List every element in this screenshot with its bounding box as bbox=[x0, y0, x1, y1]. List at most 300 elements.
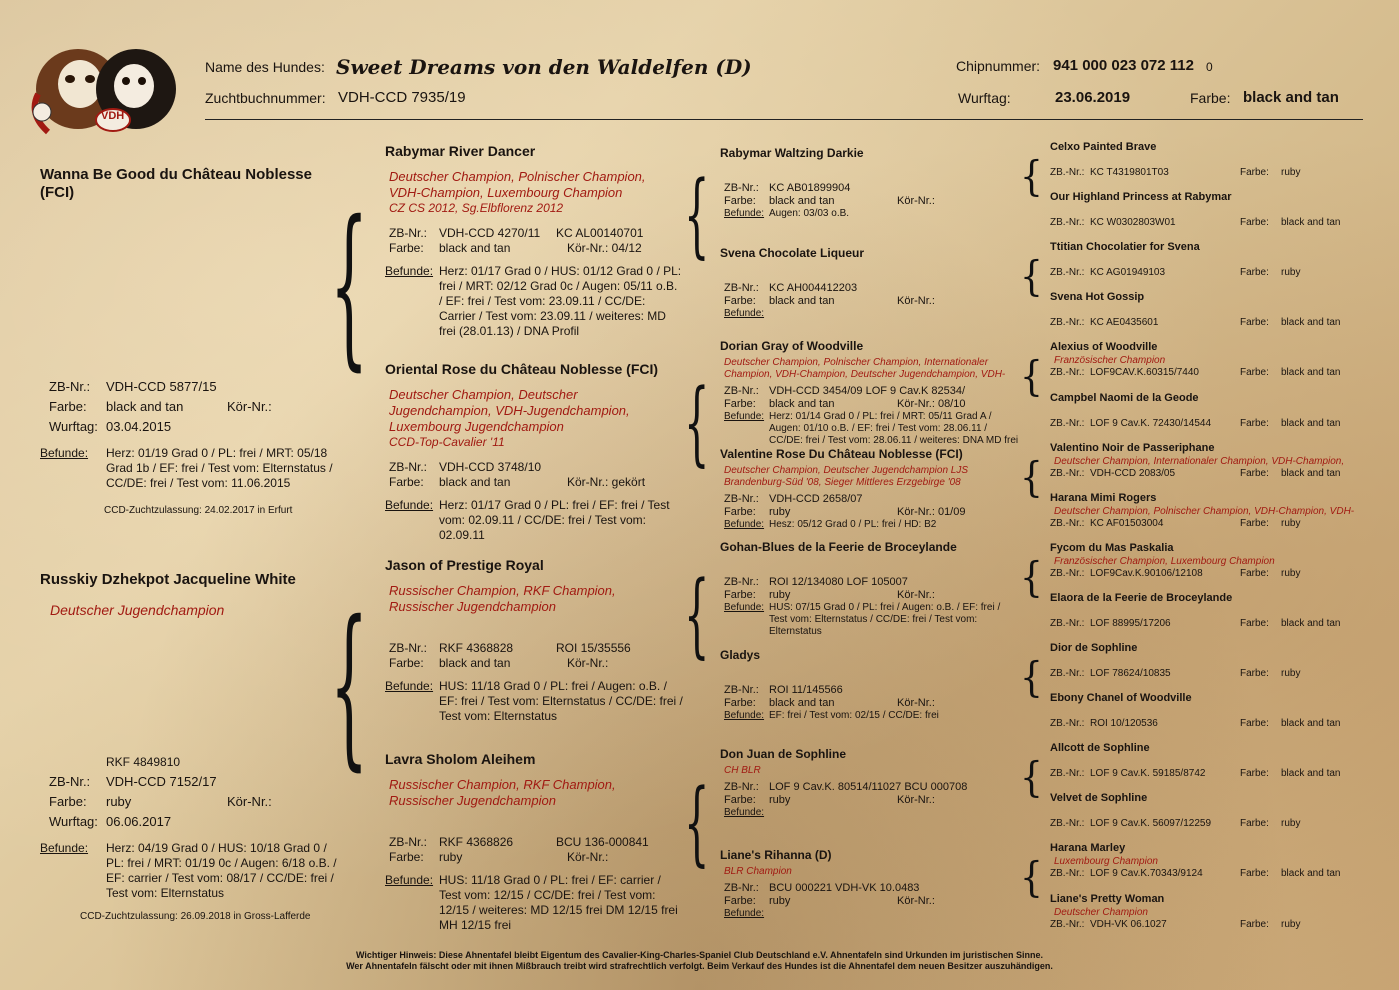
g4-ancestor-zb: LOF 9 Cav.K. 72430/14544 bbox=[1090, 417, 1212, 429]
great-grandparent-block bbox=[720, 146, 1020, 220]
farbe-row bbox=[724, 589, 1020, 602]
g4-ancestor-block bbox=[1050, 692, 1360, 730]
zb-row bbox=[389, 226, 685, 241]
g4-row bbox=[1050, 468, 1360, 480]
great-grandparent-befunde bbox=[769, 908, 1019, 920]
label: Kör-Nr.: bbox=[227, 399, 272, 414]
grandparent-befunde: Herz: 01/17 Grad 0 / PL: frei / EF: frei / Test vom: 02.09.11 / CC/DE: frei / Test vom: 02.09.11 bbox=[439, 498, 670, 542]
brace-icon: { bbox=[684, 771, 710, 877]
great-grandparent-name: Svena Chocolate Liqueur bbox=[720, 246, 865, 260]
birthdate: 23.06.2019 bbox=[1055, 89, 1131, 106]
label: ZB-Nr.: bbox=[49, 379, 91, 394]
dam-block bbox=[40, 571, 340, 618]
befunde-row bbox=[385, 264, 685, 339]
great-grandparent-name: Gladys bbox=[720, 648, 761, 662]
g4-ancestor-block bbox=[1050, 191, 1360, 229]
g4-ancestor-zb: LOF 9 Cav.K. 56097/12259 bbox=[1090, 818, 1212, 830]
label: ZB.-Nr.: bbox=[1050, 417, 1085, 429]
grandparent-befunde: HUS: 11/18 Grad 0 / PL: frei / EF: carrier / Test vom: 12/15 / CC/DE: frei / Test vom: 12/15 / weiteres: MD 12/15 frei DM 12/15 frei MH 12/15 frei bbox=[439, 873, 678, 932]
g4-ancestor-titles: Deutscher Champion, Polnischer Champion, VDH-Champion, VDH- bbox=[1054, 505, 1354, 517]
g4-row bbox=[1050, 217, 1360, 229]
label: Farbe: bbox=[1240, 718, 1269, 730]
label: Befunde: bbox=[724, 411, 765, 422]
g4-ancestor-zb: VDH-CCD 2083/05 bbox=[1090, 467, 1176, 479]
label: ZB-Nr.: bbox=[389, 460, 427, 474]
great-grandparent-befunde: EF: frei / Test vom: 02/15 / CC/DE: frei bbox=[769, 710, 939, 721]
g4-ancestor-block bbox=[1050, 392, 1360, 430]
g4-row bbox=[1050, 267, 1360, 279]
label: Farbe: bbox=[724, 794, 756, 806]
label: Befunde: bbox=[724, 908, 765, 919]
g4-ancestor-block bbox=[1050, 291, 1360, 329]
label: ZB.-Nr.: bbox=[1050, 517, 1085, 529]
grandparent-zb: VDH-CCD 3748/10 bbox=[439, 460, 542, 474]
g4-ancestor-zb: ROI 10/120536 bbox=[1090, 718, 1158, 730]
label: Farbe: bbox=[1240, 567, 1269, 579]
label: Farbe: bbox=[389, 241, 424, 255]
label: Farbe: bbox=[1240, 167, 1269, 178]
sire-befunde-text: Herz: 01/19 Grad 0 / PL: frei / MRT: 05/18 Grad 1b / EF: frei / Test vom: Elternstatus / CC/DE: frei / Test vom: 11.06.2015 bbox=[106, 446, 333, 490]
g4-ancestor-farbe: ruby bbox=[1281, 918, 1301, 930]
grandparent-titles: Deutscher Champion, Polnischer Champion, VDH-Champion, Luxembourg Champion bbox=[389, 169, 646, 200]
great-grandparent-farbe: black and tan bbox=[769, 398, 835, 410]
g4-row bbox=[1050, 768, 1360, 780]
g4-ancestor-farbe: ruby bbox=[1281, 668, 1301, 679]
sire-wurftag: 03.04.2015 bbox=[106, 419, 172, 434]
dam-farbe: ruby bbox=[106, 794, 132, 809]
g4-ancestor-block bbox=[1050, 542, 1360, 580]
befunde-row bbox=[724, 208, 1020, 220]
great-grandparent-name: Rabymar Waltzing Darkie bbox=[720, 146, 864, 160]
zb-row bbox=[724, 493, 1020, 506]
befunde-row bbox=[385, 498, 685, 543]
grandparent-koer: Kör-Nr.: 04/12 bbox=[567, 241, 642, 255]
great-grandparent-zb: ROI 11/145566 bbox=[769, 684, 843, 696]
great-grandparent-name: Liane's Rihanna (D) bbox=[720, 848, 832, 862]
brace-icon: { bbox=[330, 585, 369, 789]
label: ZB-Nr.: bbox=[724, 493, 759, 505]
great-grandparent-name: Dorian Gray of Woodville bbox=[720, 339, 864, 353]
great-grandparent-koer: Kör-Nr.: 08/10 bbox=[897, 398, 966, 410]
g4-row bbox=[1050, 618, 1360, 630]
dog-name-label: Name des Hundes: bbox=[205, 59, 325, 75]
great-grandparent-zb: BCU 000221 VDH-VK 10.0483 bbox=[769, 882, 920, 894]
grandparent-titles-extra: CZ CS 2012, Sg.Elbflorenz 2012 bbox=[389, 201, 564, 215]
dam-titles: Deutscher Jugendchampion bbox=[50, 602, 225, 618]
farbe-row bbox=[389, 656, 685, 671]
label: Farbe: bbox=[1240, 417, 1269, 429]
great-grandparent-block bbox=[720, 848, 1020, 920]
sire-name: Wanna Be Good du Château Noblesse (FCI) bbox=[40, 166, 312, 201]
zb-row bbox=[724, 576, 1020, 589]
grandparent-farbe: black and tan bbox=[439, 475, 511, 489]
sire-zb: VDH-CCD 5877/15 bbox=[106, 379, 217, 394]
grandparent-koer: Kör-Nr.: bbox=[567, 850, 609, 864]
great-grandparent-befunde bbox=[769, 807, 1019, 819]
g4-ancestor-name: Valentino Noir de Passeriphane bbox=[1050, 441, 1215, 454]
label: ZB.-Nr.: bbox=[1050, 818, 1085, 830]
g4-ancestor-farbe: black and tan bbox=[1281, 317, 1341, 329]
g4-ancestor-farbe: ruby bbox=[1281, 567, 1301, 579]
grandparent-farbe: ruby bbox=[439, 850, 463, 864]
befunde-row bbox=[724, 602, 1020, 638]
label: Farbe: bbox=[49, 794, 87, 809]
label: ZB-Nr.: bbox=[724, 882, 759, 894]
great-grandparent-farbe: black and tan bbox=[769, 295, 835, 307]
farbe-row bbox=[724, 195, 1020, 208]
grandparent-details bbox=[385, 641, 685, 671]
great-grandparent-details bbox=[720, 493, 1020, 531]
g4-ancestor-block bbox=[1050, 742, 1360, 780]
zb-row bbox=[389, 835, 685, 850]
g4-ancestor-zb: LOF9Cav.K.90106/12108 bbox=[1090, 567, 1203, 579]
g4-ancestor-name: Harana Mimi Rogers bbox=[1050, 491, 1157, 504]
footer-notice bbox=[0, 950, 1399, 972]
label: Befunde: bbox=[724, 710, 765, 721]
great-grandparent-befunde bbox=[769, 308, 1019, 320]
grandparent-zb: VDH-CCD 4270/11 bbox=[439, 226, 541, 240]
great-grandparent-farbe: ruby bbox=[769, 506, 791, 518]
label: Befunde: bbox=[385, 873, 434, 887]
label: Farbe: bbox=[389, 656, 424, 670]
grandparent-koer: Kör-Nr.: bbox=[567, 656, 609, 670]
label: Farbe: bbox=[1240, 868, 1269, 880]
great-grandparent-block bbox=[720, 747, 1020, 819]
grandparent-name: Oriental Rose du Château Noblesse (FCI) bbox=[385, 361, 659, 377]
label: ZB.-Nr.: bbox=[1050, 617, 1085, 629]
g4-row bbox=[1050, 868, 1360, 880]
great-grandparent-koer: Kör-Nr.: 01/09 bbox=[897, 506, 966, 518]
color-label: Farbe: bbox=[1190, 90, 1231, 106]
g4-ancestor-name: Liane's Pretty Woman bbox=[1050, 892, 1165, 905]
farbe-row bbox=[389, 475, 685, 490]
label: Farbe: bbox=[1240, 668, 1269, 679]
label: Farbe: bbox=[1240, 267, 1269, 279]
label: ZB.-Nr.: bbox=[1050, 317, 1085, 329]
footer-line-1: Wichtiger Hinweis: Diese Ahnentafel bleibt Eigentum des Cavalier-King-Charles-Spaniel Club Deutschland e.V. Ahnentafeln sind Urkunden im juristischen Sinne. bbox=[355, 950, 1044, 960]
dam-note: CCD-Zuchtzulassung: 26.09.2018 in Gross-Lafferde bbox=[80, 911, 311, 922]
label: Befunde: bbox=[385, 498, 434, 512]
g4-ancestor-farbe: black and tan bbox=[1281, 617, 1341, 629]
grandparent-befunde: Herz: 01/17 Grad 0 / HUS: 01/12 Grad 0 / PL: frei / MRT: 02/12 Grad 0c / Augen: 05/11 o.B. / EF: frei / Test vom: 23.09.11 / CC/DE: Carrier / Test vom: 23.09.11 / weiteres: MD frei (28.01.13) / DNA Profil bbox=[439, 264, 682, 338]
great-grandparent-block bbox=[720, 648, 1020, 722]
grandparent-titles-extra: CCD-Top-Cavalier '11 bbox=[389, 435, 505, 449]
great-grandparent-details bbox=[720, 182, 1020, 220]
g4-ancestor-name: Harana Marley bbox=[1050, 842, 1126, 855]
brace-icon: { bbox=[1020, 353, 1043, 402]
label: Farbe: bbox=[1240, 217, 1269, 229]
befunde-row bbox=[385, 873, 685, 933]
vdh-logo-text: VDH bbox=[101, 110, 125, 122]
label: Befunde: bbox=[40, 841, 89, 855]
dam-befunde bbox=[40, 841, 340, 901]
g4-ancestor-name: Svena Hot Gossip bbox=[1050, 291, 1145, 304]
great-grandparent-name: Gohan-Blues de la Feerie de Broceylande bbox=[720, 540, 957, 554]
farbe-row bbox=[724, 794, 1020, 807]
befunde-row bbox=[385, 679, 685, 724]
g4-row bbox=[1050, 518, 1360, 530]
label: Farbe: bbox=[724, 195, 756, 207]
label: Farbe: bbox=[1240, 768, 1269, 780]
great-grandparent-block bbox=[720, 246, 1020, 320]
befunde-row bbox=[724, 807, 1020, 819]
g4-row bbox=[1050, 568, 1360, 580]
great-grandparent-farbe: ruby bbox=[769, 895, 791, 907]
dam-details bbox=[49, 774, 349, 836]
brace-icon: { bbox=[1020, 754, 1043, 802]
chip-suffix: 0 bbox=[1206, 60, 1213, 74]
great-grandparent-titles: Deutscher Champion, Deutscher Jugendchampion LJS Brandenburg-Süd '08, Sieger Mittleres Erzgebirge '08 bbox=[724, 465, 969, 488]
great-grandparent-befunde: Herz: 01/14 Grad 0 / PL: frei / MRT: 05/11 Grad A / Augen: 01/10 o.B. / EF: frei / Test vom: 28.06.11 / CC/DE: frei / Test vom: 28.06.11 / weiteres: DNA MD frei bbox=[769, 411, 1019, 446]
g4-ancestor-titles: Luxembourg Champion bbox=[1054, 856, 1158, 868]
label: Farbe: bbox=[389, 475, 424, 489]
farbe-row bbox=[724, 895, 1020, 908]
grandparent-block bbox=[385, 557, 685, 724]
label: Befunde: bbox=[724, 208, 765, 219]
great-grandparent-details bbox=[720, 385, 1020, 447]
label: Befunde: bbox=[385, 264, 434, 278]
g4-row bbox=[1050, 818, 1360, 830]
header-rule bbox=[205, 119, 1363, 120]
great-grandparent-block bbox=[720, 447, 1020, 531]
label: ZB-Nr.: bbox=[724, 182, 759, 194]
g4-ancestor-zb: KC AE0435601 bbox=[1090, 317, 1159, 329]
brace-icon: { bbox=[1020, 554, 1043, 602]
great-grandparent-details bbox=[720, 882, 1020, 920]
brace-icon: { bbox=[330, 185, 369, 389]
grandparent-zb-extra: KC AL00140701 bbox=[556, 226, 644, 240]
grandparent-zb: RKF 4368828 bbox=[439, 641, 514, 655]
label: ZB.-Nr.: bbox=[1050, 217, 1085, 229]
sire-block bbox=[40, 166, 340, 202]
label: ZB-Nr.: bbox=[389, 835, 427, 849]
g4-ancestor-block bbox=[1050, 792, 1360, 830]
g4-row bbox=[1050, 167, 1360, 179]
label: ZB.-Nr.: bbox=[1050, 267, 1085, 279]
g4-ancestor-zb: KC AG01949103 bbox=[1090, 267, 1166, 279]
dam-name: Russkiy Dzhekpot Jacqueline White bbox=[40, 571, 296, 588]
label: Farbe: bbox=[389, 850, 424, 864]
grandparent-details bbox=[385, 835, 685, 865]
befunde-row bbox=[724, 710, 1020, 722]
great-grandparent-koer: Kör-Nr.: bbox=[897, 295, 935, 307]
great-grandparent-name: Valentine Rose Du Château Noblesse (FCI) bbox=[720, 447, 963, 461]
grandparent-block bbox=[385, 361, 685, 543]
cavalier-dogs-logo-icon bbox=[18, 34, 183, 138]
grandparent-block bbox=[385, 143, 685, 339]
grandparent-farbe: black and tan bbox=[439, 656, 511, 670]
g4-ancestor-name: Campbel Naomi de la Geode bbox=[1050, 391, 1199, 404]
label: Wurftag: bbox=[49, 814, 98, 829]
label: ZB-Nr.: bbox=[389, 226, 427, 240]
g4-ancestor-name: Elaora de la Feerie de Broceylande bbox=[1050, 591, 1233, 604]
label: ZB.-Nr.: bbox=[1050, 467, 1085, 479]
g4-ancestor-name: Ttitian Chocolatier for Svena bbox=[1050, 241, 1200, 254]
dam-extra: RKF 4849810 bbox=[106, 755, 181, 769]
g4-ancestor-name: Alexius of Woodville bbox=[1050, 341, 1158, 354]
farbe-row bbox=[724, 295, 1020, 308]
label: Farbe: bbox=[1240, 617, 1269, 629]
great-grandparent-zb: LOF 9 Cav.K. 80514/11027 BCU 000708 bbox=[769, 781, 968, 793]
grandparent-block bbox=[385, 751, 685, 933]
label: Kör-Nr.: bbox=[227, 794, 272, 809]
label: ZB.-Nr.: bbox=[1050, 918, 1085, 930]
great-grandparent-block bbox=[720, 540, 1020, 638]
g4-ancestor-block bbox=[1050, 442, 1360, 480]
great-grandparent-zb: VDH-CCD 2658/07 bbox=[769, 493, 863, 505]
g4-row bbox=[1050, 317, 1360, 329]
studbook-number: VDH-CCD 7935/19 bbox=[338, 89, 466, 106]
great-grandparent-befunde: Augen: 03/03 o.B. bbox=[769, 208, 850, 219]
label: ZB.-Nr.: bbox=[1050, 167, 1085, 178]
grandparent-zb-extra: ROI 15/35556 bbox=[556, 641, 631, 655]
g4-ancestor-farbe: black and tan bbox=[1281, 367, 1341, 379]
label: ZB-Nr.: bbox=[49, 774, 91, 789]
zb-row bbox=[724, 282, 1020, 295]
great-grandparent-details bbox=[720, 684, 1020, 722]
g4-ancestor-zb: LOF 88995/17206 bbox=[1090, 617, 1171, 629]
label: Farbe: bbox=[1240, 467, 1269, 479]
g4-ancestor-farbe: black and tan bbox=[1281, 467, 1341, 479]
label: ZB.-Nr.: bbox=[1050, 868, 1085, 880]
farbe-row bbox=[389, 850, 685, 865]
chip-label: Chipnummer: bbox=[956, 58, 1041, 74]
g4-ancestor-block bbox=[1050, 492, 1360, 530]
farbe-row bbox=[724, 398, 1020, 411]
grandparent-zb: RKF 4368826 bbox=[439, 835, 514, 849]
label: Farbe: bbox=[724, 506, 756, 518]
brace-icon: { bbox=[1020, 253, 1043, 301]
great-grandparent-zb: KC AH004412203 bbox=[769, 282, 858, 294]
great-grandparent-name: Don Juan de Sophline bbox=[720, 747, 847, 761]
label: Farbe: bbox=[1240, 367, 1269, 379]
g4-ancestor-zb: LOF 9 Cav.K.70343/9124 bbox=[1090, 868, 1203, 880]
great-grandparent-koer: Kör-Nr.: bbox=[897, 895, 935, 907]
g4-ancestor-name: Fycom du Mas Paskalia bbox=[1050, 541, 1174, 554]
brace-icon: { bbox=[1020, 654, 1043, 702]
g4-row bbox=[1050, 668, 1360, 680]
zb-row bbox=[389, 460, 685, 475]
g4-ancestor-titles: Deutscher Champion bbox=[1054, 906, 1148, 918]
grandparent-titles: Russischer Champion, RKF Champion, Russischer Jugendchampion bbox=[389, 583, 616, 614]
label: ZB-Nr.: bbox=[724, 684, 759, 696]
brace-icon: { bbox=[684, 163, 710, 269]
g4-ancestor-block bbox=[1050, 893, 1360, 931]
label: ZB.-Nr.: bbox=[1050, 718, 1085, 730]
great-grandparent-befunde: HUS: 07/15 Grad 0 / PL: frei / Augen: o.B. / EF: frei / Test vom: Elternstatus / CC/DE: frei / Test vom: Elternstatus bbox=[769, 602, 1001, 637]
great-grandparent-befunde: Hesz: 05/12 Grad 0 / PL: frei / HD: B2 bbox=[769, 519, 937, 530]
label: Wurftag: bbox=[49, 419, 98, 434]
label: ZB-Nr.: bbox=[389, 641, 427, 655]
zb-row bbox=[724, 385, 1020, 398]
great-grandparent-koer: Kör-Nr.: bbox=[897, 697, 935, 709]
birthdate-label: Wurftag: bbox=[958, 90, 1011, 106]
g4-ancestor-titles: Französischer Champion, Luxembourg Champion bbox=[1054, 555, 1275, 567]
farbe-row bbox=[724, 697, 1020, 710]
chip-number: 941 000 023 072 112 bbox=[1053, 57, 1194, 74]
grandparent-name: Lavra Sholom Aleihem bbox=[385, 751, 536, 767]
label: Farbe: bbox=[1240, 818, 1269, 830]
great-grandparent-koer: Kör-Nr.: bbox=[897, 794, 935, 806]
g4-ancestor-zb: KC W0302803W01 bbox=[1090, 217, 1176, 229]
great-grandparent-details bbox=[720, 282, 1020, 320]
g4-ancestor-farbe: ruby bbox=[1281, 267, 1301, 279]
label: Befunde: bbox=[724, 807, 765, 818]
great-grandparent-koer: Kör-Nr.: bbox=[897, 589, 935, 601]
great-grandparent-farbe: ruby bbox=[769, 794, 791, 806]
g4-ancestor-name: Our Highland Princess at Rabymar bbox=[1050, 191, 1232, 204]
g4-ancestor-farbe: black and tan bbox=[1281, 217, 1341, 229]
befunde-row bbox=[724, 519, 1020, 531]
g4-ancestor-farbe: ruby bbox=[1281, 818, 1301, 830]
g4-ancestor-farbe: black and tan bbox=[1281, 417, 1341, 429]
great-grandparent-details bbox=[720, 576, 1020, 638]
zb-row bbox=[389, 641, 685, 656]
great-grandparent-details bbox=[720, 781, 1020, 819]
label: Befunde: bbox=[724, 602, 765, 613]
g4-ancestor-farbe: ruby bbox=[1281, 167, 1301, 178]
g4-ancestor-block bbox=[1050, 241, 1360, 279]
sire-note: CCD-Zuchtzulassung: 24.02.2017 in Erfurt bbox=[104, 505, 293, 516]
befunde-row bbox=[724, 908, 1020, 920]
g4-ancestor-block bbox=[1050, 842, 1360, 880]
label: ZB-Nr.: bbox=[724, 282, 759, 294]
label: ZB-Nr.: bbox=[724, 576, 759, 588]
g4-ancestor-farbe: black and tan bbox=[1281, 718, 1341, 730]
label: ZB.-Nr.: bbox=[1050, 668, 1085, 679]
label: ZB-Nr.: bbox=[724, 385, 759, 397]
grandparent-zb-extra: BCU 136-000841 bbox=[556, 835, 649, 849]
dam-zb: VDH-CCD 7152/17 bbox=[106, 774, 217, 789]
label: ZB.-Nr.: bbox=[1050, 367, 1085, 379]
grandparent-name: Rabymar River Dancer bbox=[385, 143, 536, 159]
label: Befunde: bbox=[40, 446, 89, 460]
g4-ancestor-zb: LOF9CAV.K.60315/7440 bbox=[1090, 367, 1199, 379]
label: Befunde: bbox=[724, 308, 765, 319]
g4-row bbox=[1050, 919, 1360, 931]
brace-icon: { bbox=[684, 563, 710, 669]
befunde-row bbox=[724, 411, 1020, 447]
great-grandparent-titles: CH BLR bbox=[724, 765, 761, 776]
grandparent-name: Jason of Prestige Royal bbox=[385, 557, 544, 573]
zb-row bbox=[724, 182, 1020, 195]
g4-ancestor-name: Velvet de Sophline bbox=[1050, 792, 1148, 805]
sire-farbe: black and tan bbox=[106, 399, 184, 414]
g4-ancestor-zb: KC T4319801T03 bbox=[1090, 167, 1169, 178]
label: ZB-Nr.: bbox=[724, 781, 759, 793]
great-grandparent-farbe: black and tan bbox=[769, 697, 835, 709]
g4-ancestor-farbe: black and tan bbox=[1281, 868, 1341, 880]
grandparent-details bbox=[385, 226, 685, 256]
g4-ancestor-name: Allcott de Sophline bbox=[1050, 742, 1150, 755]
g4-row bbox=[1050, 367, 1360, 379]
grandparent-details bbox=[385, 460, 685, 490]
label: Farbe: bbox=[1240, 517, 1269, 529]
farbe-row bbox=[389, 241, 685, 256]
great-grandparent-farbe: ruby bbox=[769, 589, 791, 601]
dam-wurftag: 06.06.2017 bbox=[106, 814, 172, 829]
g4-ancestor-block bbox=[1050, 141, 1360, 179]
brace-icon: { bbox=[1020, 854, 1043, 903]
dam-befunde-text: Herz: 04/19 Grad 0 / HUS: 10/18 Grad 0 / PL: frei / MRT: 01/19 0c / Augen: 6/18 o.B. / EF: carrier / Test vom: 08/17 / CC/DE: frei / Test vom: Elternstatus bbox=[106, 841, 337, 900]
sire-befunde bbox=[40, 446, 340, 491]
label: Farbe: bbox=[1240, 317, 1269, 329]
g4-ancestor-zb: LOF 78624/10835 bbox=[1090, 668, 1171, 679]
label: Farbe: bbox=[49, 399, 87, 414]
g4-ancestor-name: Ebony Chanel of Woodville bbox=[1050, 692, 1192, 705]
sire-details bbox=[49, 379, 349, 441]
farbe-row bbox=[724, 506, 1020, 519]
